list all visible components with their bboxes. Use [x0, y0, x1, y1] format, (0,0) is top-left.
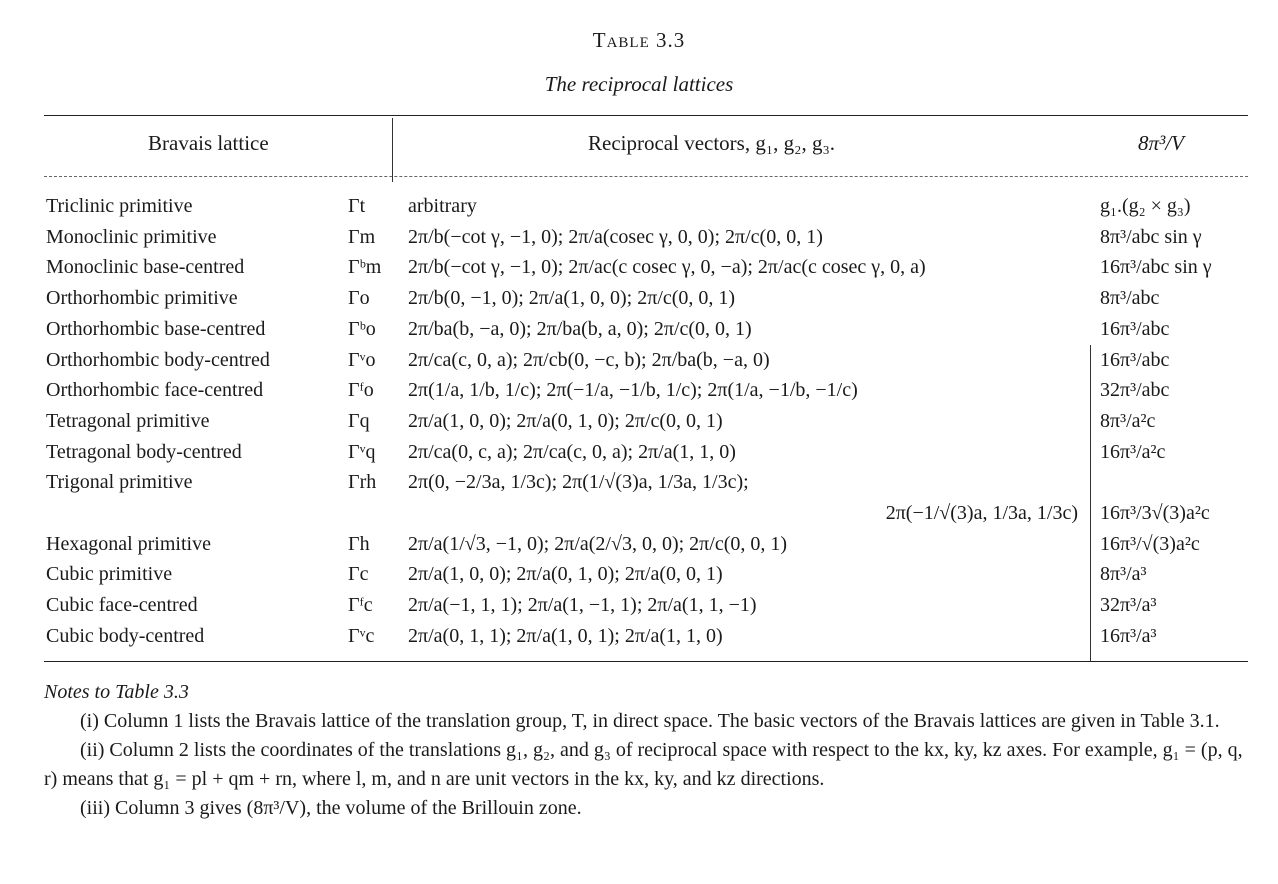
lattice-name: Cubic body-centred: [46, 624, 205, 647]
zone-volume: 8π³/abc sin γ: [1100, 225, 1202, 248]
reciprocal-vectors: 2π(1/a, 1/b, 1/c); 2π(−1/a, −1/b, 1/c); 2π(1/a, −1/b, −1/c): [408, 379, 858, 402]
note-3: (iii) Column 3 gives (8π³/V), the volume of the Brillouin zone.: [80, 797, 582, 819]
lattice-symbol: Γᶠc: [348, 594, 373, 617]
lattice-symbol: Γᵇm: [348, 256, 382, 279]
lattice-name: Trigonal primitive: [46, 471, 193, 494]
column-divider: [1090, 345, 1091, 661]
zone-volume: 16π³/abc sin γ: [1100, 256, 1212, 279]
lattice-symbol: Γq: [348, 409, 370, 432]
notes-section: [44, 678, 1250, 823]
notes-heading: Notes to Table 3.3: [44, 681, 189, 703]
reciprocal-vectors: 2π/b(−cot γ, −1, 0); 2π/a(cosec γ, 0, 0); 2π/c(0, 0, 1): [408, 225, 823, 248]
reciprocal-vectors: 2π/a(0, 1, 1); 2π/a(1, 0, 1); 2π/a(1, 1, 0): [408, 624, 723, 647]
lattice-name: Triclinic primitive: [46, 195, 193, 217]
table-row: [0, 406, 1278, 436]
reciprocal-vectors: 2π/ba(b, −a, 0); 2π/ba(b, a, 0); 2π/c(0, 0, 1): [408, 317, 752, 340]
lattice-symbol: Γm: [348, 225, 376, 248]
lattice-name: Tetragonal body-centred: [46, 440, 242, 463]
lattice-name: Cubic primitive: [46, 563, 173, 586]
lattice-name: Monoclinic base-centred: [46, 256, 245, 279]
note-2: (ii) Column 2 lists the coordinates of the translations g₁, g₂, and g₃ of reciprocal space with respect to the kx, ky, kz axes. For example, g₁ = (p, q, r) means that g₁ = pl + qm + rn, where l, m, and n are unit vectors in the kx, ky, and kz directions.: [44, 739, 1243, 790]
header-rule: [44, 176, 1248, 177]
zone-volume: 8π³/a²c: [1100, 409, 1156, 432]
zone-volume: 8π³/a³: [1100, 563, 1147, 586]
lattice-name: Hexagonal primitive: [46, 532, 211, 555]
reciprocal-vectors: 2π/ca(c, 0, a); 2π/cb(0, −c, b); 2π/ba(b, −a, 0): [408, 348, 770, 371]
reciprocal-vectors: 2π/a(−1, 1, 1); 2π/a(1, −1, 1); 2π/a(1, 1, −1): [408, 594, 757, 617]
lattice-name: Orthorhombic face-centred: [46, 379, 264, 402]
table-row: [0, 375, 1278, 405]
table-title: The reciprocal lattices: [544, 72, 734, 96]
lattice-name: Cubic face-centred: [46, 594, 198, 617]
lattice-symbol: Γᵇo: [348, 317, 376, 340]
header-volume: 8π³/V: [1138, 131, 1184, 155]
table-row: [0, 467, 1278, 497]
lattice-symbol: Γᵛo: [348, 348, 376, 371]
reciprocal-vectors: 2π/a(1, 0, 0); 2π/a(0, 1, 0); 2π/a(0, 0, 1): [408, 563, 723, 586]
reciprocal-vectors: 2π(−1/√(3)a, 1/3a, 1/3c): [885, 502, 1078, 524]
table-row: [0, 283, 1278, 313]
table-row: [0, 437, 1278, 467]
zone-volume: 8π³/abc: [1100, 287, 1160, 310]
lattice-name: Tetragonal primitive: [46, 409, 210, 432]
lattice-name: Monoclinic primitive: [46, 225, 217, 248]
zone-volume: 32π³/abc: [1100, 379, 1170, 402]
lattice-name: Orthorhombic body-centred: [46, 348, 270, 371]
lattice-symbol: Γh: [348, 532, 370, 555]
table-row: [0, 314, 1278, 344]
zone-volume: 16π³/√(3)a²c: [1100, 532, 1200, 555]
bottom-rule: [44, 661, 1248, 662]
lattice-symbol: Γo: [348, 287, 370, 310]
zone-volume: 16π³/3√(3)a²c: [1100, 502, 1210, 524]
reciprocal-vectors: 2π/b(0, −1, 0); 2π/a(1, 0, 0); 2π/c(0, 0, 1): [408, 287, 736, 310]
reciprocal-vectors: 2π/b(−cot γ, −1, 0); 2π/ac(c cosec γ, 0, −a); 2π/ac(c cosec γ, 0, a): [408, 256, 926, 279]
lattice-symbol: Γc: [348, 563, 369, 586]
lattice-name: Orthorhombic primitive: [46, 287, 238, 310]
table-row: [0, 345, 1278, 375]
top-rule: [44, 115, 1248, 116]
zone-volume: g₁.(g₂ × g₃): [1100, 195, 1191, 217]
lattice-symbol: Γᶠo: [348, 379, 374, 402]
reciprocal-vectors: 2π/ca(0, c, a); 2π/ca(c, 0, a); 2π/a(1, 1, 0): [408, 440, 736, 463]
reciprocal-vectors: 2π/a(1/√3, −1, 0); 2π/a(2/√3, 0, 0); 2π/c(0, 0, 1): [408, 532, 788, 555]
lattice-symbol: Γt: [348, 195, 366, 217]
zone-volume: 16π³/abc: [1100, 348, 1170, 371]
header-divider: [392, 118, 393, 182]
table-label: Table 3.3: [592, 28, 686, 52]
header-reciprocal-vectors: Reciprocal vectors, g₁, g₂, g₃.: [588, 131, 836, 155]
table-row: [0, 529, 1278, 559]
zone-volume: 16π³/a³: [1100, 624, 1157, 647]
lattice-name: Orthorhombic base-centred: [46, 317, 266, 340]
zone-volume: 32π³/a³: [1100, 594, 1157, 617]
table-row: [0, 621, 1278, 651]
table-row: [0, 559, 1278, 589]
table-row: [0, 590, 1278, 620]
zone-volume: 16π³/a²c: [1100, 440, 1166, 463]
reciprocal-vectors: 2π(0, −2/3a, 1/3c); 2π(1/√(3)a, 1/3a, 1/3c);: [408, 471, 749, 494]
table-row: [0, 191, 1278, 221]
table-row: [0, 252, 1278, 282]
table-row: [0, 222, 1278, 252]
zone-volume: 16π³/abc: [1100, 317, 1170, 340]
lattice-symbol: Γrh: [348, 471, 377, 494]
header-bravais-lattice: Bravais lattice: [148, 131, 269, 155]
lattice-symbol: Γᵛc: [348, 624, 375, 647]
table-row: [0, 498, 1278, 528]
reciprocal-vectors: arbitrary: [408, 195, 477, 217]
lattice-symbol: Γᵛq: [348, 440, 376, 463]
note-1: (i) Column 1 lists the Bravais lattice of the translation group, T, in direct space. The basic vectors of the Bravais lattices are given in Table 3.1.: [80, 710, 1220, 732]
reciprocal-vectors: 2π/a(1, 0, 0); 2π/a(0, 1, 0); 2π/c(0, 0, 1): [408, 409, 723, 432]
